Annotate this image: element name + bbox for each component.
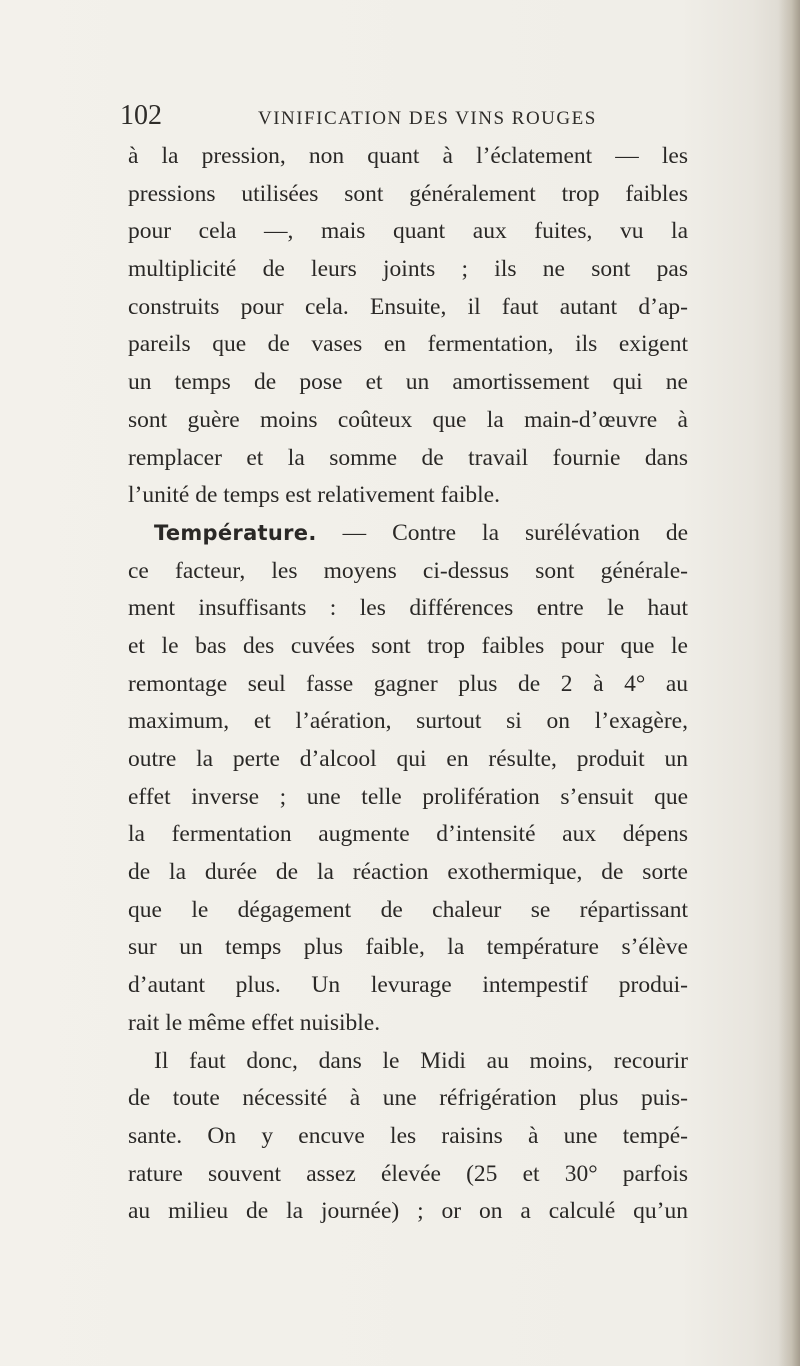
text-line: rature souvent assez élevée (25 et 30° parfois — [128, 1160, 688, 1187]
text-line: remontage seul fasse gagner plus de 2 à 4° au — [128, 670, 688, 697]
text-line: remplacer et la somme de travail fournie dans — [128, 444, 688, 471]
text-line: et le bas des cuvées sont trop faibles pour que le — [128, 632, 688, 659]
page-edge-shadow — [778, 0, 800, 1366]
text-line: outre la perte d’alcool qui en résulte, produit un — [128, 746, 688, 772]
text-line: d’autant plus. Un levurage intempestif produi- — [128, 972, 688, 999]
text-line: sont guère moins coûteux que la main-d’œuvre à — [128, 406, 688, 433]
text-line: la fermentation augmente d’intensité aux dépens — [128, 821, 688, 848]
text-line: un temps de pose et un amortissement qui ne — [128, 369, 688, 396]
page-header — [120, 100, 720, 140]
section-first-line — [128, 515, 688, 553]
text-line: effet inverse ; une telle prolifération s’ensuit que — [128, 783, 688, 810]
text-line: de la durée de la réaction exothermique, de sorte — [128, 859, 688, 886]
text-line: au milieu de la journée) ; or on a calculé qu’un — [128, 1198, 688, 1225]
text-line: ment insuffisants : les différences entre le haut — [128, 595, 688, 622]
text-line: sur un temps plus faible, la température s’élève — [128, 934, 688, 961]
body-text — [128, 138, 688, 1231]
text-line: multiplicité de leurs joints ; ils ne sont pas — [128, 256, 688, 283]
text-line: Il faut donc, dans le Midi au moins, recourir — [154, 1047, 688, 1074]
page-number: 102 — [120, 100, 162, 131]
text-line: construits pour cela. Ensuite, il faut autant d’ap- — [128, 293, 688, 320]
text-line: que le dégagement de chaleur se répartissant — [128, 896, 688, 923]
text-line: pressions utilisées sont généralement trop faibles — [128, 180, 688, 207]
text-line: sante. On y encuve les raisins à une tempé- — [128, 1122, 688, 1149]
section-first-line-text: — Contre la surélévation de — [316, 519, 688, 546]
text-line: maximum, et l’aération, surtout si on l’exagère, — [128, 708, 688, 735]
text-line: ce facteur, les moyens ci-dessus sont générale- — [128, 557, 688, 584]
text-line: à la pression, non quant à l’éclatement — les — [128, 143, 688, 169]
text-line: l’unité de temps est relativement faible. — [128, 482, 500, 509]
text-line: pareils que de vases en fermentation, ils exigent — [128, 331, 688, 358]
running-head: VINIFICATION DES VINS ROUGES — [258, 108, 597, 129]
text-line: pour cela —, mais quant aux fuites, vu la — [128, 218, 688, 245]
text-line: de toute nécessité à une réfrigération plus puis- — [128, 1085, 688, 1112]
section-title: Température. — [154, 520, 317, 545]
text-line: rait le même effet nuisible. — [128, 1009, 381, 1036]
